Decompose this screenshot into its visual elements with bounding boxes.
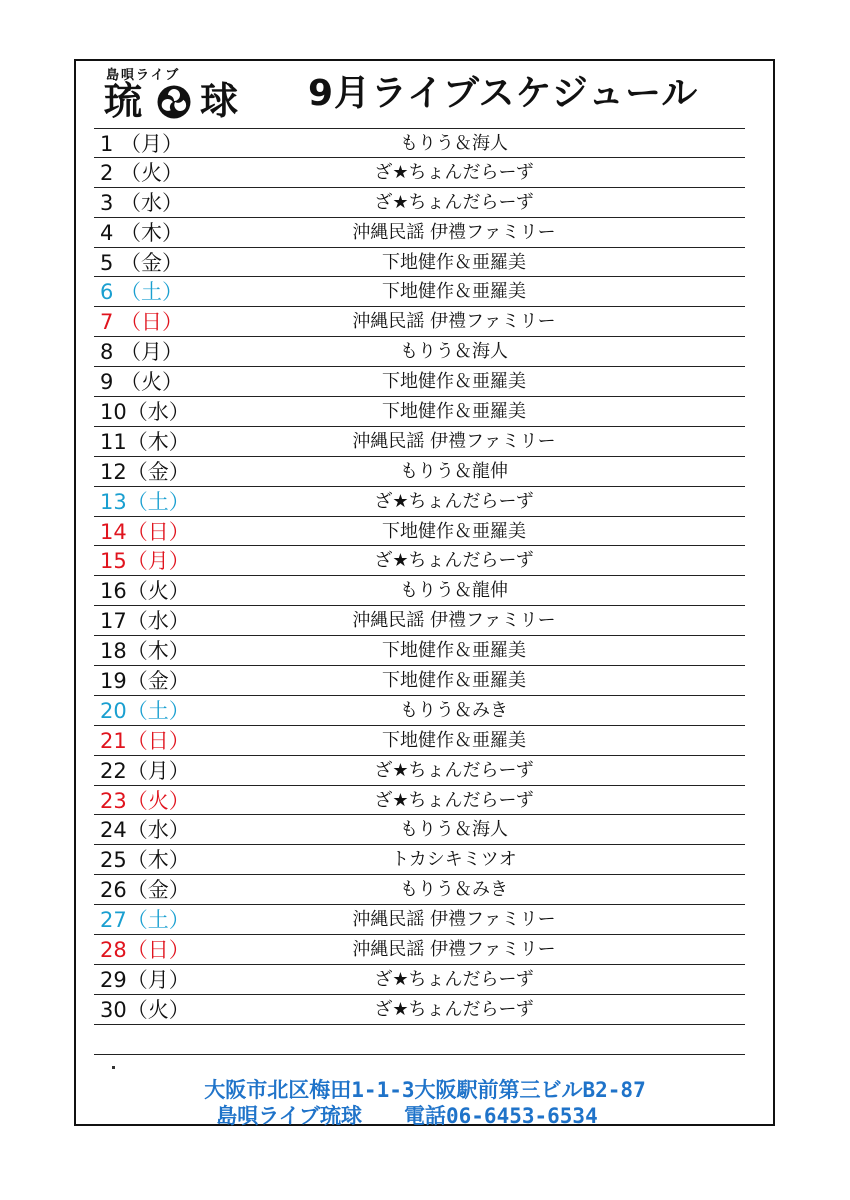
schedule-date: 29（月） <box>100 967 190 992</box>
schedule-date: 4 （木） <box>100 220 184 245</box>
schedule-row <box>94 397 745 427</box>
schedule-date: 2 （火） <box>100 160 184 185</box>
schedule-row <box>94 905 745 935</box>
schedule-performer: もりう＆海人 <box>400 819 508 841</box>
schedule-performer: 下地健作＆亜羅美 <box>382 640 526 662</box>
schedule-date: 3 （水） <box>100 190 184 215</box>
footer-venue-phone: 島唄ライブ琉球 電話06-6453-6534 <box>216 1104 598 1128</box>
schedule-row <box>94 427 745 457</box>
schedule-performer: 沖縄民謡 伊禮ファミリー <box>352 909 556 931</box>
schedule-performer: ざ★ちょんだらーず <box>374 759 534 781</box>
schedule-performer: 沖縄民謡 伊禮ファミリー <box>352 221 556 243</box>
schedule-performer: 下地健作＆亜羅美 <box>382 251 526 273</box>
schedule-performer: もりう＆海人 <box>400 133 508 154</box>
schedule-performer: トカシキミツオ <box>391 849 517 871</box>
schedule-performer: ざ★ちょんだらーず <box>374 998 534 1020</box>
schedule-row <box>94 218 745 248</box>
schedule-row <box>94 965 745 995</box>
schedule-date: 10（水） <box>100 400 190 425</box>
schedule-performer: 沖縄民謡 伊禮ファミリー <box>352 430 556 452</box>
venue-logo <box>104 62 249 124</box>
schedule-row <box>94 875 745 905</box>
schedule-performer: ざ★ちょんだらーず <box>374 550 534 572</box>
schedule-date: 25（木） <box>100 848 190 873</box>
schedule-date: 15（月） <box>100 549 190 574</box>
schedule-date: 11（木） <box>100 429 190 454</box>
schedule-row <box>94 188 745 218</box>
logo-char-2: 球 <box>200 78 239 123</box>
schedule-date: 23（火） <box>100 788 190 813</box>
schedule-date: 30（火） <box>100 997 190 1022</box>
schedule-date: 28（日） <box>100 938 190 963</box>
schedule-date: 21（日） <box>100 728 190 753</box>
schedule-performer: 下地健作＆亜羅美 <box>382 371 526 393</box>
schedule-row <box>94 815 745 845</box>
schedule-date: 9 （火） <box>100 370 184 395</box>
schedule-performer: 下地健作＆亜羅美 <box>382 520 526 542</box>
schedule-date: 6 （土） <box>100 280 184 305</box>
schedule-row <box>94 576 745 606</box>
schedule-performer: もりう＆海人 <box>400 341 508 363</box>
schedule-performer: もりう＆龍伸 <box>400 580 508 602</box>
schedule-row <box>94 935 745 965</box>
schedule-row <box>94 517 745 547</box>
schedule-performer: もりう＆みき <box>400 879 508 901</box>
schedule-row <box>94 277 745 307</box>
schedule-row <box>94 457 745 487</box>
page-title: 9月ライブスケジュール <box>308 73 699 114</box>
schedule-date: 20（土） <box>100 698 190 723</box>
schedule-row <box>94 696 745 726</box>
schedule-performer: もりう＆龍伸 <box>400 460 508 482</box>
schedule-date: 18（木） <box>100 639 190 664</box>
schedule-row <box>94 606 745 636</box>
schedule-row <box>94 666 745 696</box>
schedule-row <box>94 128 745 158</box>
schedule-row <box>94 307 745 337</box>
schedule-row <box>94 158 745 188</box>
schedule-row <box>94 487 745 517</box>
schedule-performer: 沖縄民謡 伊禮ファミリー <box>352 311 556 333</box>
schedule-performer: ざ★ちょんだらーず <box>374 161 534 183</box>
schedule-performer: 沖縄民謡 伊禮ファミリー <box>352 939 556 961</box>
footer-address: 大阪市北区梅田1-1-3大阪駅前第三ビルB2-87 <box>204 1078 646 1102</box>
schedule-date: 19（金） <box>100 669 190 694</box>
schedule-date: 8 （月） <box>100 340 184 365</box>
schedule-date: 1 （月） <box>100 132 184 156</box>
logo-char-1: 琉 <box>104 78 143 123</box>
schedule-date: 5 （金） <box>100 250 184 275</box>
schedule-performer: 下地健作＆亜羅美 <box>382 670 526 692</box>
schedule-performer: 下地健作＆亜羅美 <box>382 729 526 751</box>
schedule-row <box>94 786 745 816</box>
schedule-date: 14（日） <box>100 519 190 544</box>
schedule-table <box>94 128 745 1055</box>
schedule-date: 12（金） <box>100 459 190 484</box>
schedule-performer: ざ★ちょんだらーず <box>374 789 534 811</box>
schedule-date: 24（水） <box>100 818 190 843</box>
schedule-date: 13（土） <box>100 489 190 514</box>
schedule-date: 16（火） <box>100 579 190 604</box>
schedule-row <box>94 367 745 397</box>
schedule-row <box>94 636 745 666</box>
schedule-date: 17（水） <box>100 609 190 634</box>
schedule-row <box>94 337 745 367</box>
schedule-performer: ざ★ちょんだらーず <box>374 968 534 990</box>
schedule-row <box>94 845 745 875</box>
schedule-date: 26（金） <box>100 878 190 903</box>
schedule-date: 27（土） <box>100 908 190 933</box>
schedule-performer: 沖縄民謡 伊禮ファミリー <box>352 610 556 632</box>
logo-subtitle: 島唄ライブ <box>106 68 181 83</box>
schedule-row <box>94 756 745 786</box>
mitsudomoe-icon <box>156 84 192 120</box>
schedule-performer: ざ★ちょんだらーず <box>374 490 534 512</box>
schedule-performer: 下地健作＆亜羅美 <box>382 401 526 423</box>
schedule-row <box>94 248 745 278</box>
schedule-performer: ざ★ちょんだらーず <box>374 191 534 213</box>
empty-row <box>94 1025 745 1055</box>
schedule-row <box>94 995 745 1025</box>
schedule-date: 7 （日） <box>100 310 184 335</box>
schedule-date: 22（月） <box>100 758 190 783</box>
schedule-performer: もりう＆みき <box>400 699 508 721</box>
schedule-performer: 下地健作＆亜羅美 <box>382 281 526 303</box>
stray-dot <box>112 1066 115 1069</box>
schedule-row <box>94 546 745 576</box>
schedule-row <box>94 726 745 756</box>
